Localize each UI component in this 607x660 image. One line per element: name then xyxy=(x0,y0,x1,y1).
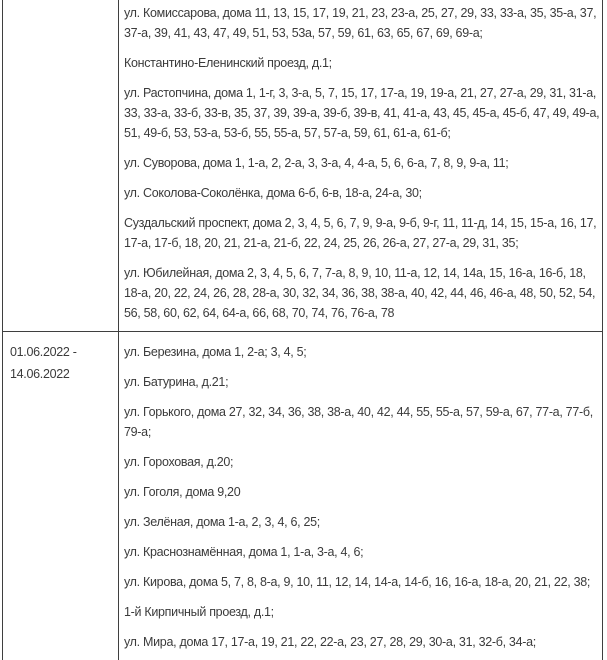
street-paragraph: ул. Гороховая, д.20; xyxy=(124,455,234,469)
date-range-cell: 01.06.2022 - 14.06.2022 xyxy=(3,332,119,660)
street-paragraph: ул. Гоголя, дома 9,20 xyxy=(124,485,241,499)
street-paragraph: ул. Березина, дома 1, 2-а; 3, 4, 5; xyxy=(124,345,307,359)
street-paragraph: ул. Батурина, д.21; xyxy=(124,375,229,389)
street-paragraph: ул. Комиссарова, дома 11, 13, 15, 17, 19, 21, 23, 23-а, 25, 27, 29, 33, 33-а, 35, 35-а, 37, 37-а, 39, 41, 43, 47, 49, 51, 53, 53а, 57, 59, 61, 63, 65, 67, 69, 69-а; xyxy=(124,6,597,40)
street-paragraph: Константино-Еленинский проезд, д.1; xyxy=(124,56,332,70)
streets-cell xyxy=(119,332,602,660)
street-paragraph: 1-й Кирпичный проезд, д.1; xyxy=(124,605,274,619)
street-paragraph: ул. Горького, дома 27, 32, 34, 36, 38, 38-а, 40, 42, 44, 55, 55-а, 57, 59-а, 67, 77-а, 77-б, 79-а; xyxy=(124,405,593,439)
outage-schedule-table xyxy=(2,0,603,660)
street-paragraph: ул. Краснознамённая, дома 1, 1-а, 3-а, 4, 6; xyxy=(124,545,364,559)
date-range-cell xyxy=(3,0,119,331)
table-row xyxy=(3,332,602,660)
street-paragraph: ул. Кирова, дома 5, 7, 8, 8-а, 9, 10, 11, 12, 14, 14-а, 14-б, 16, 16-а, 18-а, 20, 21, 22, 38; xyxy=(124,575,591,589)
street-paragraph: ул. Зелёная, дома 1-а, 2, 3, 4, 6, 25; xyxy=(124,515,320,529)
street-paragraph: ул. Суворова, дома 1, 1-а, 2, 2-а, 3, 3-а, 4, 4-а, 5, 6, 6-а, 7, 8, 9, 9-а, 11; xyxy=(124,156,509,170)
street-paragraph: Суздальский проспект, дома 2, 3, 4, 5, 6, 7, 9, 9-а, 9-б, 9-г, 11, 11-д, 14, 15, 15-а, 16, 17, 17-а, 17-б, 18, 20, 21, 21-а, 21-б, 22, 24, 25, 26, 26-а, 27, 27-а, 29, 31, 35; xyxy=(124,216,597,250)
streets-cell xyxy=(119,0,602,331)
street-paragraph: ул. Растопчина, дома 1, 1-г, 3, 3-а, 5, 7, 15, 17, 17-а, 19, 19-а, 21, 27, 27-а, 29, 31, 31-а, 33, 33-а, 33-б, 33-в, 35, 37, 39, 39-а, 39-б, 39-в, 41, 41-а, 43, 45, 45-а, 45-б, 47, 49, 49-а, 51, 49-б, 53, 53-а, 53-б, 55, 55-а, 57, 57-а, 59, 61, 61-а, 61-б; xyxy=(124,86,600,140)
street-paragraph: ул. Юбилейная, дома 2, 3, 4, 5, 6, 7, 7-а, 8, 9, 10, 11-а, 12, 14, 14а, 15, 16-а, 16-б, 18, 18-а, 20, 22, 24, 26, 28, 28-а, 30, 32, 34, 36, 38, 38-а, 40, 42, 44, 46, 46-а, 48, 50, 52, 54, 56, 58, 60, 62, 64, 64-а, 66, 68, 70, 74, 76, 76-а, 78 xyxy=(124,266,596,320)
street-paragraph: ул. Мира, дома 17, 17-а, 19, 21, 22, 22-а, 23, 27, 28, 29, 30-а, 31, 32-б, 34-а; xyxy=(124,635,536,649)
table-row xyxy=(3,0,602,332)
street-paragraph: ул. Соколова-Соколёнка, дома 6-б, 6-в, 18-а, 24-а, 30; xyxy=(124,186,422,200)
